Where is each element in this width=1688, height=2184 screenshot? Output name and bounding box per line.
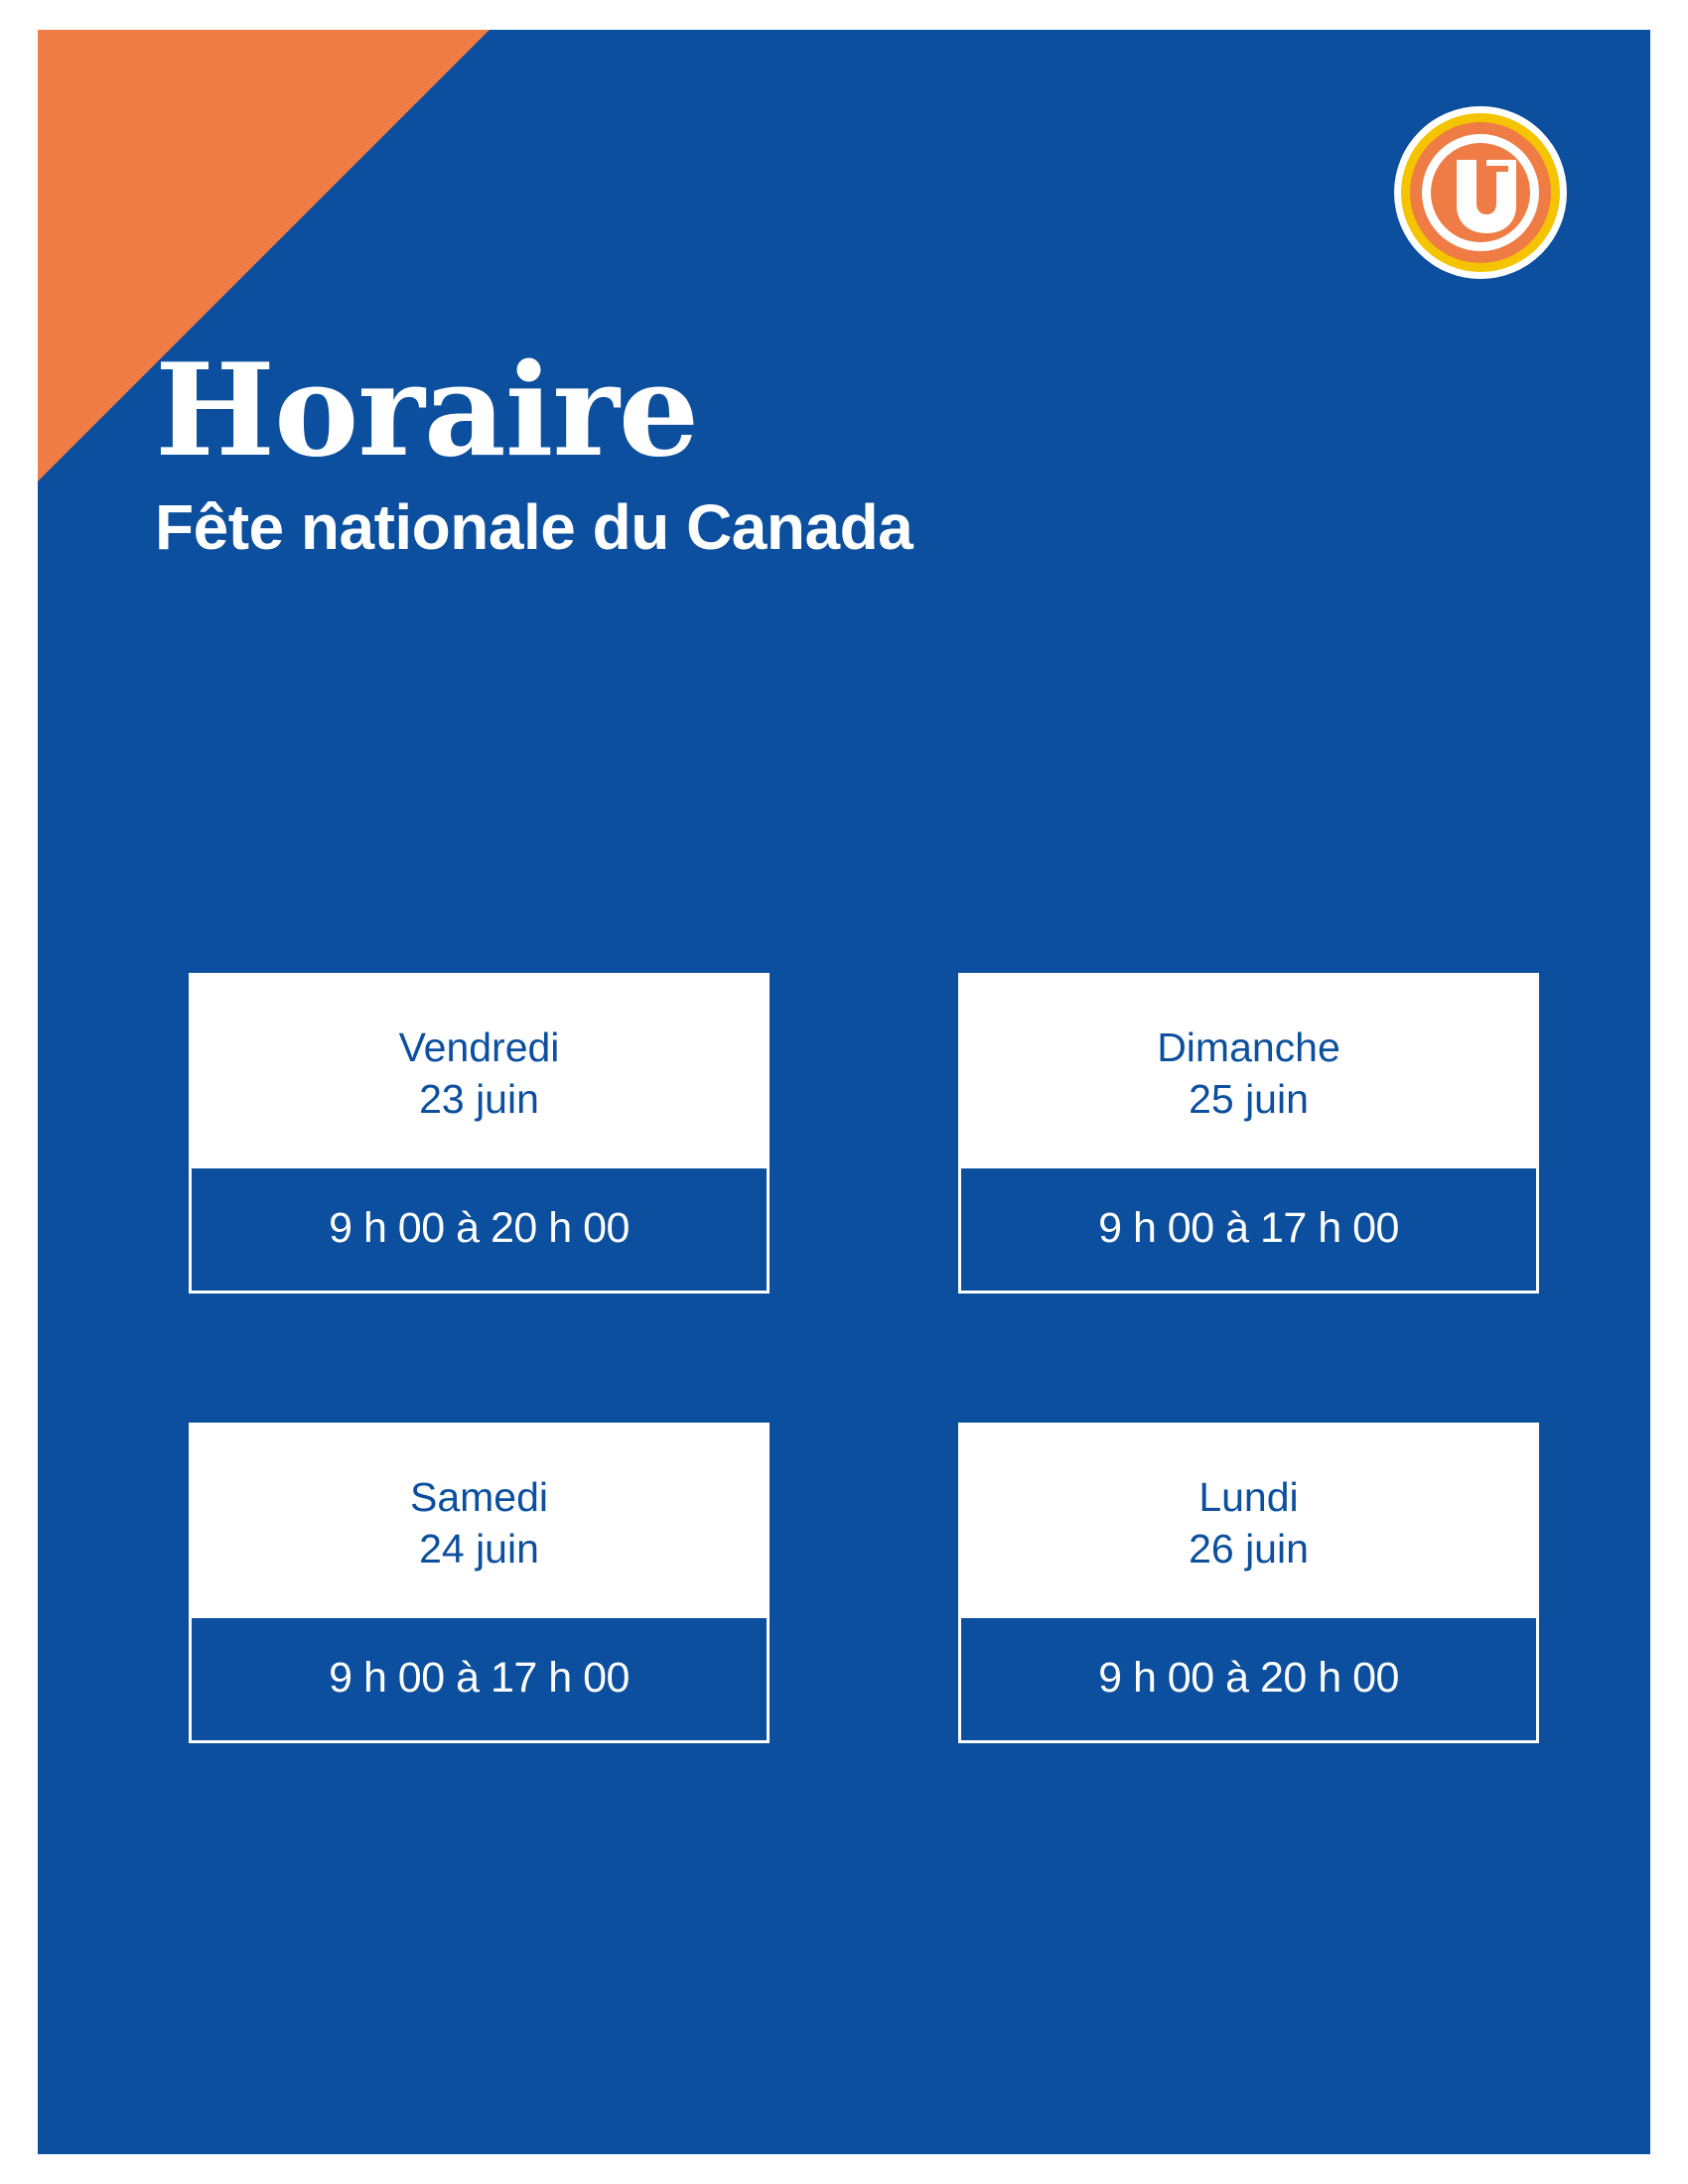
header xyxy=(155,337,1346,563)
card-day-date: 24 juin xyxy=(419,1526,539,1572)
schedule-card xyxy=(958,1423,1539,1743)
schedule-cards xyxy=(189,973,1539,1743)
card-day-block xyxy=(961,1426,1536,1615)
card-day-name: Dimanche xyxy=(1157,1024,1340,1070)
page-title: Horaire xyxy=(155,337,699,485)
u-logo xyxy=(1392,104,1569,281)
card-day-name: Lundi xyxy=(1198,1473,1299,1520)
schedule-card xyxy=(189,973,770,1294)
page-subtitle: Fête nationale du Canada xyxy=(155,491,914,563)
poster xyxy=(38,30,1650,2154)
card-hours: 9 h 00 à 17 h 00 xyxy=(961,1165,1536,1291)
card-day-name: Samedi xyxy=(409,1473,548,1520)
card-hours: 9 h 00 à 17 h 00 xyxy=(192,1615,767,1740)
card-day-date: 25 juin xyxy=(1189,1076,1309,1123)
card-day-block xyxy=(961,976,1536,1165)
card-day-block xyxy=(192,976,767,1165)
card-day-block xyxy=(192,1426,767,1615)
card-day-date: 23 juin xyxy=(419,1076,539,1123)
schedule-card xyxy=(958,973,1539,1294)
card-day-name: Vendredi xyxy=(398,1024,560,1070)
card-hours: 9 h 00 à 20 h 00 xyxy=(192,1165,767,1291)
schedule-card xyxy=(189,1423,770,1743)
card-hours: 9 h 00 à 20 h 00 xyxy=(961,1615,1536,1740)
card-day-date: 26 juin xyxy=(1189,1526,1309,1572)
